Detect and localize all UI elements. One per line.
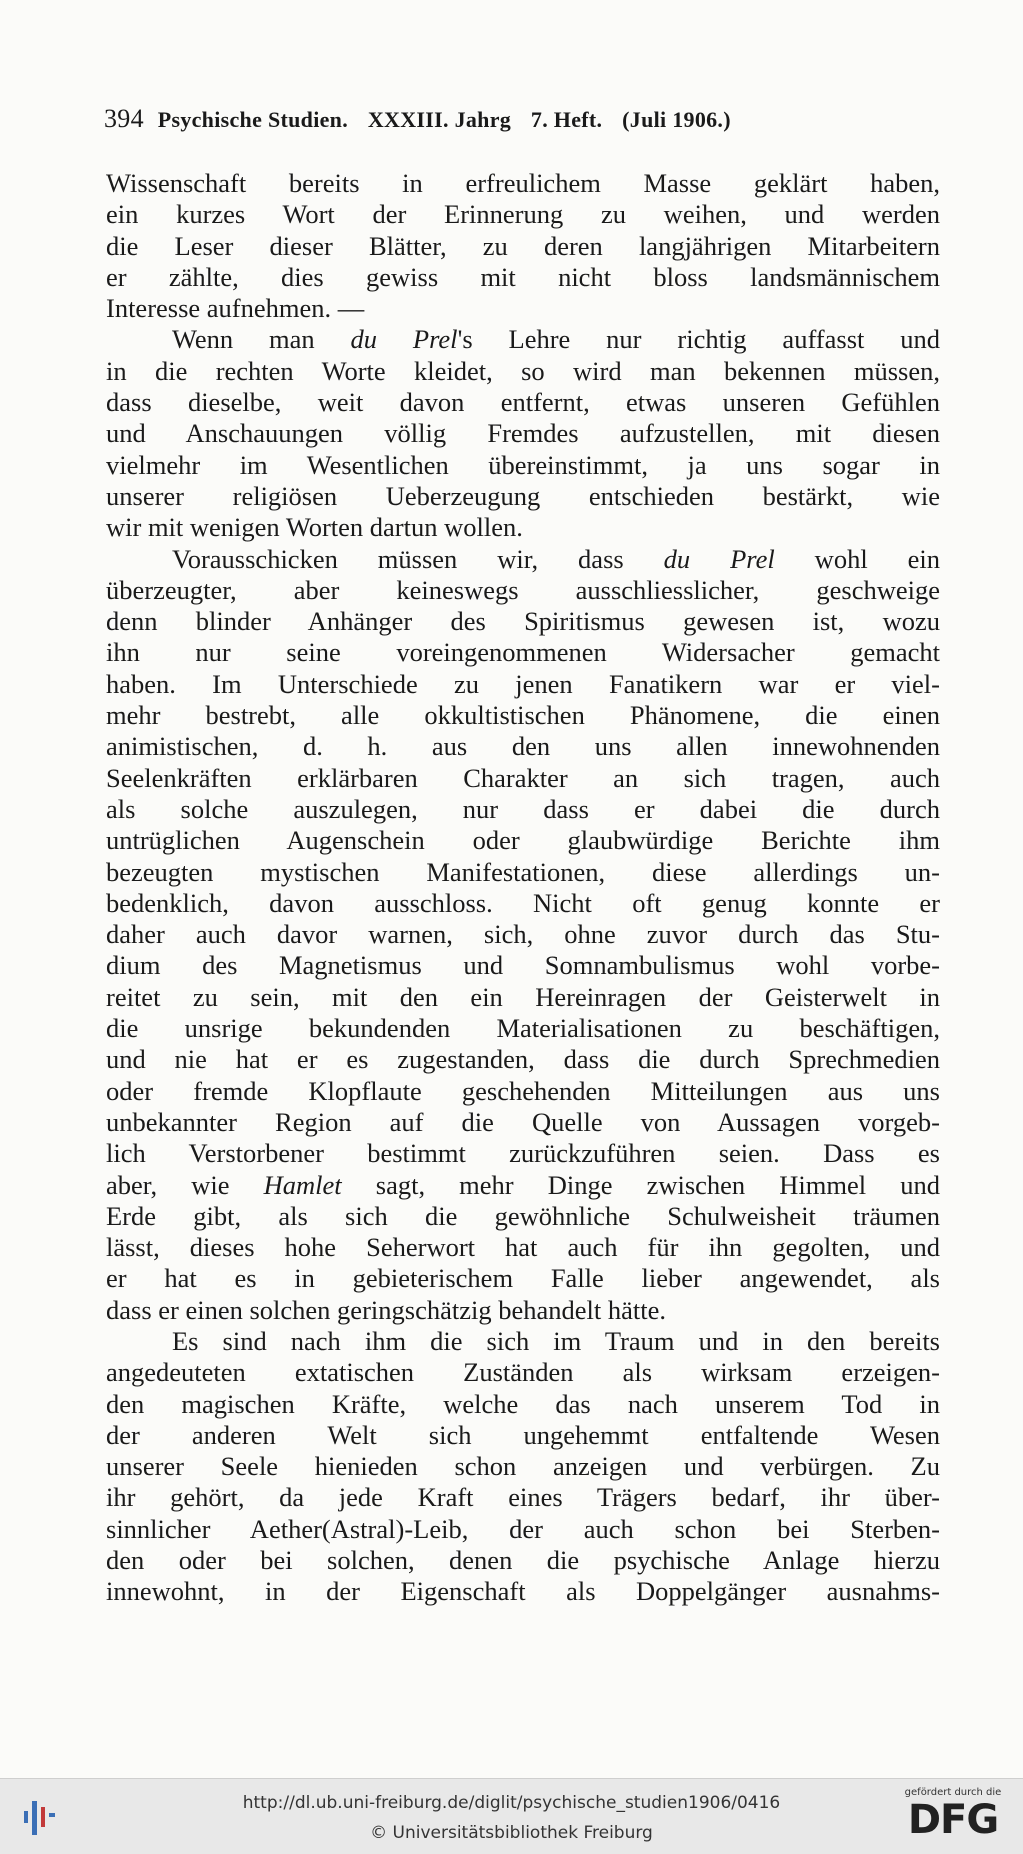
sponsor-caption: gefördert durch die <box>904 1787 1002 1798</box>
text-run: unserer Seele hienieden schon anzeigen und verbürgen. Zu <box>106 1451 940 1482</box>
text-line <box>106 888 940 919</box>
text-run: dass er einen solchen geringschätzig behandelt hätte. <box>106 1294 666 1325</box>
text-run: 's Lehre nur richtig auffasst und <box>457 324 940 355</box>
text-run: der anderen Welt sich ungehemmt entfaltende Wesen <box>106 1419 940 1450</box>
text-line <box>106 1232 940 1263</box>
text-run: innewohnt, in der Eigenschaft als Doppelgänger ausnahms- <box>106 1576 940 1607</box>
text-line <box>106 1107 940 1138</box>
text-run: Es sind nach ihm die sich im Traum und in den bereits <box>172 1325 940 1356</box>
text-line <box>106 700 940 731</box>
text-run: daher auch davor warnen, sich, ohne zuvor durch das Stu- <box>106 919 940 950</box>
text-run: vielmehr im Wesentlichen übereinstimmt, ja uns sogar in <box>106 449 940 480</box>
text-line <box>106 1357 940 1388</box>
text-line <box>106 982 940 1013</box>
issue-label: 7. Heft. <box>530 107 603 132</box>
text-line <box>106 418 940 449</box>
text-line <box>106 1013 940 1044</box>
text-line <box>106 199 940 230</box>
italic-name: du Prel <box>350 324 458 355</box>
text-line <box>106 1545 940 1576</box>
text-run: er hat es in gebieterischem Falle lieber angewendet, als <box>106 1263 940 1294</box>
text-line <box>106 356 940 387</box>
volume-label: XXXIII. Jahrg <box>367 107 512 132</box>
text-run: den magischen Kräfte, welche das nach unserem Tod in <box>106 1388 940 1419</box>
text-run: ihr gehört, da jede Kraft eines Trägers bedarf, ihr über- <box>106 1482 940 1513</box>
text-line <box>106 324 940 355</box>
text-run: Erde gibt, als sich die gewöhnliche Schulweisheit träumen <box>106 1200 940 1231</box>
text-run: mehr bestrebt, alle okkultistischen Phänomene, die einen <box>106 700 940 731</box>
text-line <box>106 1451 940 1482</box>
text-run: als solche auszulegen, nur dass er dabei die durch <box>106 793 940 824</box>
text-run: dium des Magnetismus und Somnambulismus wohl vorbe- <box>106 950 940 981</box>
text-line <box>106 1076 940 1107</box>
text-run: dass dieselbe, weit davon entfernt, etwas unseren Gefühlen <box>106 387 940 418</box>
text-run: und nie hat er es zugestanden, dass die durch Sprechmedien <box>106 1044 940 1075</box>
text-run: ihn nur seine voreingenommenen Widersacher gemacht <box>106 637 940 668</box>
text-run: untrüglichen Augenschein oder glaubwürdige Berichte ihm <box>106 825 940 856</box>
text-line <box>106 575 940 606</box>
text-line <box>106 293 940 324</box>
text-run: bezeugten mystischen Manifestationen, diese allerdings un- <box>106 856 940 887</box>
text-run: und Anschauungen völlig Fremdes aufzustellen, mit diesen <box>106 418 940 449</box>
journal-title: Psychische Studien. <box>157 107 349 132</box>
text-run: Vorausschicken müssen wir, dass <box>172 543 664 574</box>
text-line <box>106 1389 940 1420</box>
text-run: den oder bei solchen, denen die psychische Anlage hierzu <box>106 1545 940 1576</box>
footer-bar <box>0 1778 1023 1854</box>
dfg-logo <box>897 1787 1009 1847</box>
text-run: lich Verstorbener bestimmt zurückzuführen seien. Dass es <box>106 1138 940 1169</box>
text-run: lässt, dieses hohe Seherwort hat auch für ihn gegolten, und <box>106 1232 940 1263</box>
text-run: Wenn man <box>172 324 351 355</box>
text-run: überzeugter, aber keineswegs ausschliesslicher, geschweige <box>106 574 940 605</box>
text-line <box>106 450 940 481</box>
text-run: denn blinder Anhänger des Spiritismus gewesen ist, wozu <box>106 606 940 637</box>
text-line <box>106 950 940 981</box>
text-line <box>106 669 940 700</box>
text-run: haben. Im Unterschiede zu jenen Fanatikern war er viel- <box>106 668 940 699</box>
text-line <box>106 825 940 856</box>
text-run: ein kurzes Wort der Erinnerung zu weihen, und werden <box>106 199 940 230</box>
text-run: animistischen, d. h. aus den uns allen innewohnenden <box>106 731 940 762</box>
text-run: Interesse aufnehmen. — <box>106 293 365 324</box>
text-run: unserer religiösen Ueberzeugung entschieden bestärkt, wie <box>106 480 940 511</box>
text-line <box>106 387 940 418</box>
text-run: oder fremde Klopflaute geschehenden Mitteilungen aus uns <box>106 1075 940 1106</box>
source-url-link[interactable]: http://dl.ub.uni-freiburg.de/diglit/psychische_studien1906/0416 <box>242 1793 781 1813</box>
text-run: angedeuteten extatischen Zuständen als wirksam erzeigen- <box>106 1357 940 1388</box>
page-number: 394 <box>104 104 144 133</box>
text-run: die Leser dieser Blätter, zu deren langjährigen Mitarbeitern <box>106 230 940 261</box>
text-line <box>106 1576 940 1607</box>
text-line <box>106 512 940 543</box>
dfg-logo-text: DFG <box>907 1797 999 1843</box>
text-run: in die rechten Worte kleidet, so wird man bekennen müssen, <box>106 355 940 386</box>
text-line <box>106 168 940 199</box>
text-line <box>106 1044 940 1075</box>
text-run: sagt, mehr Dinge zwischen Himmel und <box>341 1169 940 1200</box>
text-line <box>106 794 940 825</box>
text-line <box>106 544 940 575</box>
text-line <box>106 1170 940 1201</box>
text-line <box>106 262 940 293</box>
text-run: wir mit wenigen Worten dartun wollen. <box>106 512 523 543</box>
text-line <box>106 1138 940 1169</box>
text-line <box>106 637 940 668</box>
issue-date: (Juli 1906.) <box>622 107 731 132</box>
text-line <box>106 1263 940 1294</box>
text-run: aber, wie <box>106 1169 264 1200</box>
text-line <box>106 1420 940 1451</box>
text-run: er zählte, dies gewiss mit nicht bloss landsmännischem <box>106 261 940 292</box>
text-line <box>106 857 940 888</box>
text-line <box>106 231 940 262</box>
copyright-notice: © Universitätsbibliothek Freiburg <box>370 1823 653 1843</box>
text-run: sinnlicher Aether(Astral)-Leib, der auch schon bei Sterben- <box>106 1513 940 1544</box>
text-line <box>106 1201 940 1232</box>
text-line <box>106 606 940 637</box>
text-line <box>106 1295 940 1326</box>
italic-name: Hamlet <box>263 1169 342 1200</box>
italic-name: du Prel <box>663 543 775 574</box>
text-line <box>106 1482 940 1513</box>
text-line <box>106 481 940 512</box>
body-text <box>106 168 940 1608</box>
running-head <box>104 104 890 134</box>
text-run: reitet zu sein, mit den ein Hereinragen der Geisterwelt in <box>106 981 940 1012</box>
text-run: Wissenschaft bereits in erfreulichem Masse geklärt haben, <box>106 168 940 198</box>
text-run: Seelenkräften erklärbaren Charakter an sich tragen, auch <box>106 762 940 793</box>
text-line <box>106 1514 940 1545</box>
text-run: bedenklich, davon ausschloss. Nicht oft genug konnte er <box>106 887 940 918</box>
text-line <box>106 763 940 794</box>
text-run: wohl ein <box>774 543 940 574</box>
text-line <box>106 1326 940 1357</box>
text-line <box>106 731 940 762</box>
text-run: die unsrige bekundenden Materialisationen zu beschäftigen, <box>106 1013 940 1044</box>
text-run: unbekannter Region auf die Quelle von Aussagen vorgeb- <box>106 1106 940 1137</box>
text-line <box>106 919 940 950</box>
